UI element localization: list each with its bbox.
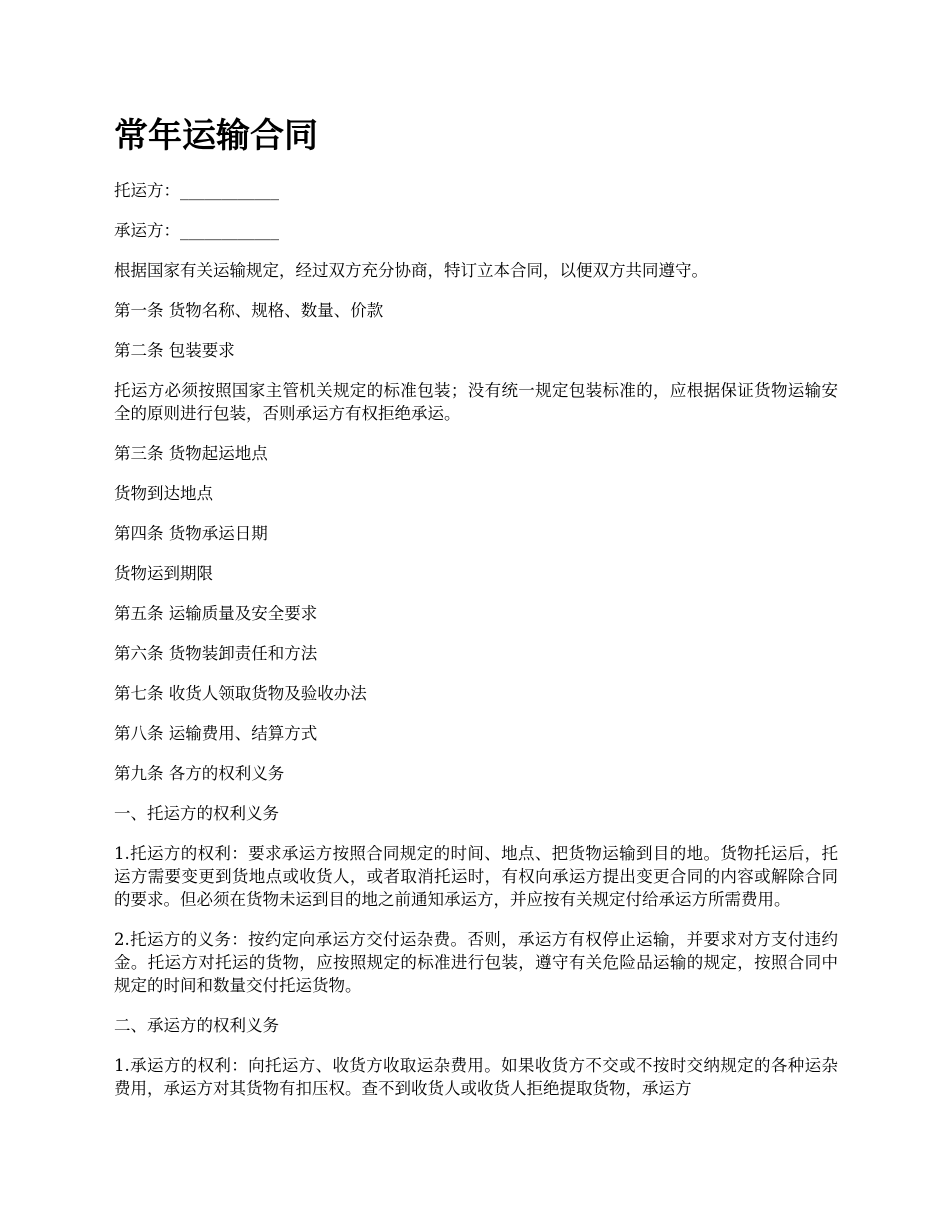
- destination-line: 货物到达地点: [114, 484, 213, 503]
- carrier-rights-paragraph: 1.承运方的权利：向托运方、收货方收取运杂费用。如果收货方不交或不按时交纳规定的各种运杂费用，承运方对其货物有扣压权。查不到收货人或收货人拒绝提取货物，承运方: [114, 1056, 838, 1098]
- shipper-line: 托运方：____________: [114, 181, 279, 200]
- article-5-heading: 第五条 运输质量及安全要求: [114, 604, 318, 623]
- article-3-heading: 第三条 货物起运地点: [114, 444, 268, 463]
- shipper-obligations-paragraph: 2.托运方的义务：按约定向承运方交付运杂费。否则，承运方有权停止运输，并要求对方支付违约金。托运方对托运的货物，应按照规定的标准进行包装，遵守有关危险品运输的规定，按照合同中规定的时间和数量交付托运货物。: [114, 930, 838, 995]
- carrier-line: 承运方：____________: [114, 221, 279, 240]
- article-9-heading: 第九条 各方的权利义务: [114, 764, 285, 783]
- delivery-deadline-line: 货物运到期限: [114, 564, 213, 583]
- shipper-rights-paragraph: 1.托运方的权利：要求承运方按照合同规定的时间、地点、把货物运输到目的地。货物托运后，托运方需要变更到货地点或收货人，或者取消托运时，有权向承运方提出变更合同的内容或解除合同的要求。但必须在货物未运到目的地之前通知承运方，并应按有关规定付给承运方所需费用。: [114, 844, 838, 909]
- article-8-heading: 第八条 运输费用、结算方式: [114, 724, 318, 743]
- article-1-heading: 第一条 货物名称、规格、数量、价款: [114, 301, 384, 320]
- packaging-paragraph: 托运方必须按照国家主管机关规定的标准包装；没有统一规定包装标准的，应根据保证货物运输安全的原则进行包装，否则承运方有权拒绝承运。: [114, 381, 838, 423]
- document-body: [114, 179, 838, 1117]
- article-7-heading: 第七条 收货人领取货物及验收办法: [114, 684, 367, 703]
- shipper-rights-heading: 一、托运方的权利义务: [114, 804, 279, 823]
- article-6-heading: 第六条 货物装卸责任和方法: [114, 644, 318, 663]
- article-2-heading: 第二条 包装要求: [114, 341, 235, 360]
- carrier-rights-heading: 二、承运方的权利义务: [114, 1016, 279, 1035]
- article-4-heading: 第四条 货物承运日期: [114, 524, 268, 543]
- document-title: 常年运输合同: [114, 116, 318, 156]
- preamble-paragraph: 根据国家有关运输规定，经过双方充分协商，特订立本合同，以便双方共同遵守。: [114, 261, 708, 280]
